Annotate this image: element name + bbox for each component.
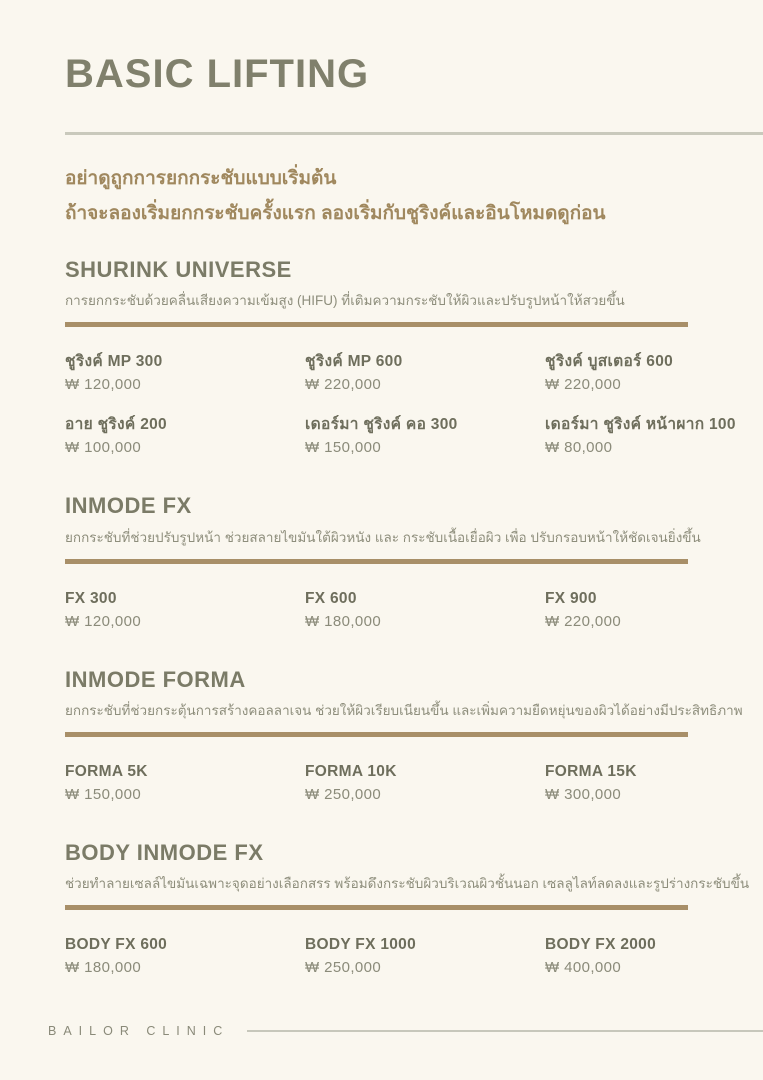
section-heading: BODY INMODE FX <box>65 839 264 865</box>
item-name: BODY FX 1000 <box>305 936 417 954</box>
footer <box>48 1024 763 1038</box>
price-item <box>305 415 545 457</box>
section-heading: SHURINK UNIVERSE <box>65 257 292 282</box>
item-name: FX 600 <box>305 589 357 607</box>
section-heading: INMODE FX <box>65 493 192 519</box>
item-name: ชูริงค์ MP 600 <box>305 353 403 371</box>
price-item <box>65 352 305 394</box>
item-price: ₩ 120,000 <box>65 612 142 630</box>
item-price: ₩ 250,000 <box>305 959 382 977</box>
section-body-inmode-fx <box>65 840 763 977</box>
price-items-grid <box>65 762 763 804</box>
section-description: ยกกระชับที่ช่วยปรับรูปหน้า ช่วยสลายไขมันใต้ผิวหนัง และ กระชับเนื้อเยื่อผิว เพื่อ ปรับกรอบหน้าให้ชัดเจนยิ่งขึ้น <box>65 529 701 545</box>
footer-divider <box>247 1030 763 1032</box>
item-price: ₩ 150,000 <box>305 439 382 457</box>
section-description: การยกกระชับด้วยคลื่นเสียงความเข้มสูง (HIFU) ที่เติมความกระชับให้ผิวและปรับรูปหน้าให้สวยขึ้น <box>65 293 625 309</box>
item-price: ₩ 80,000 <box>545 439 613 457</box>
section-inmode-fx <box>65 493 763 630</box>
intro-line-2: ถ้าจะลองเริ่มยกกระชับครั้งแรก ลองเริ่มกับชูริงค์และอินโหมดดูก่อน <box>65 203 606 224</box>
item-name: BODY FX 600 <box>65 936 168 954</box>
price-item <box>545 352 763 394</box>
price-item <box>305 352 545 394</box>
item-name: BODY FX 2000 <box>545 936 657 954</box>
price-item <box>545 762 763 804</box>
item-name: FORMA 10K <box>305 762 397 780</box>
item-price: ₩ 400,000 <box>545 959 622 977</box>
section-divider <box>65 905 688 910</box>
item-price: ₩ 180,000 <box>305 612 382 630</box>
section-divider <box>65 322 688 327</box>
item-name: FORMA 15K <box>545 762 637 780</box>
price-item <box>65 935 305 977</box>
section-inmode-forma <box>65 667 763 804</box>
item-price: ₩ 220,000 <box>305 376 382 394</box>
item-name: เดอร์มา ชูริงค์ หน้าผาก 100 <box>545 416 736 434</box>
price-items-grid <box>65 589 763 631</box>
item-price: ₩ 120,000 <box>65 376 142 394</box>
brand-name: BAILOR CLINIC <box>48 1024 230 1038</box>
price-items-grid <box>65 352 763 457</box>
item-name: ชูริงค์ บูสเตอร์ 600 <box>545 353 674 371</box>
item-price: ₩ 250,000 <box>305 785 382 803</box>
item-name: อาย ชูริงค์ 200 <box>65 416 167 434</box>
item-price: ₩ 180,000 <box>65 959 142 977</box>
intro-line-1: อย่าดูถูกการยกกระชับแบบเริ่มต้น <box>65 168 337 189</box>
item-price: ₩ 150,000 <box>65 785 142 803</box>
price-item <box>545 415 763 457</box>
section-description: ช่วยทำลายเซลล์ไขมันเฉพาะจุดอย่างเลือกสรร พร้อมดึงกระชับผิวบริเวณผิวชั้นนอก เซลลูไลท์ลดลงและรูปร่างกระชับขึ้น <box>65 876 750 892</box>
price-item <box>305 762 545 804</box>
item-price: ₩ 220,000 <box>545 612 622 630</box>
section-divider <box>65 559 688 564</box>
price-item <box>305 589 545 631</box>
page-title: BASIC LIFTING <box>65 52 370 96</box>
item-name: FX 300 <box>65 589 117 607</box>
item-name: เดอร์มา ชูริงค์ คอ 300 <box>305 416 458 434</box>
section-description: ยกกระชับที่ช่วยกระตุ้นการสร้างคอลลาเจน ช่วยให้ผิวเรียบเนียนขึ้น และเพิ่มความยืดหยุ่นของผิวได้อย่างมีประสิทธิภาพ <box>65 702 743 718</box>
section-heading: INMODE FORMA <box>65 666 246 692</box>
item-name: FORMA 5K <box>65 762 148 780</box>
item-price: ₩ 100,000 <box>65 439 142 457</box>
price-items-grid <box>65 935 763 977</box>
section-shurink-universe <box>65 257 763 457</box>
item-price: ₩ 220,000 <box>545 376 622 394</box>
price-item <box>65 762 305 804</box>
item-name: FX 900 <box>545 589 597 607</box>
price-item <box>65 415 305 457</box>
price-item <box>305 935 545 977</box>
item-price: ₩ 300,000 <box>545 785 622 803</box>
price-item <box>545 935 763 977</box>
section-divider <box>65 732 688 737</box>
item-name: ชูริงค์ MP 300 <box>65 353 163 371</box>
title-divider <box>65 132 763 135</box>
price-item <box>545 589 763 631</box>
price-item <box>65 589 305 631</box>
intro-text <box>65 161 763 231</box>
